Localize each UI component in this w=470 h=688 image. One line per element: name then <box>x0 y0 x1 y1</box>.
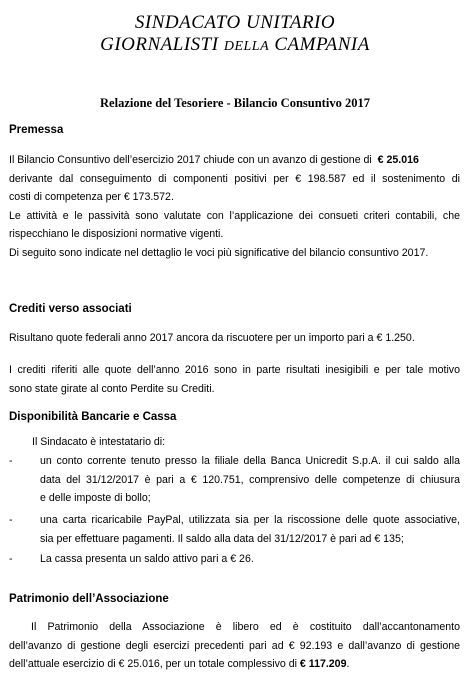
org-name-part-a: GIORNALISTI <box>100 34 224 55</box>
org-name-line1: SINDACATO UNITARIO <box>134 12 336 33</box>
item1-line-3: e delle imposte di bollo; <box>40 492 151 505</box>
premessa-line-3: costi di competenza per € 173.572. <box>9 191 174 204</box>
document-title: Relazione del Tesoriere - Bilancio Consuntivo 2017 <box>100 96 370 110</box>
list-dash: - <box>9 553 13 565</box>
crediti-line-3: sono state girate al conto Perdite su Crediti. <box>9 382 215 395</box>
patrimonio-line-2: dell’avanzo di gestione degli esercizi precedenti pari ad € 92.193 e dall’avanzo di gestione <box>9 639 460 652</box>
premessa-line-6: Di seguito sono indicate nel dettaglio le voci più significative del bilancio consuntivo 2017. <box>9 246 429 259</box>
disponibilita-intro <box>32 433 452 452</box>
crediti-line-1: Risultano quote federali anno 2017 ancora da riscuotere per un importo pari a € 1.250. <box>9 332 415 344</box>
heading-premessa: Premessa <box>9 124 64 136</box>
list-item-text <box>40 511 460 548</box>
heading-disponibilita: Disponibilità Bancarie e Cassa <box>9 411 177 423</box>
premessa-line-1-text: Il Bilancio Consuntivo dell’esercizio 2017 chiude con un avanzo di gestione di <box>9 154 372 166</box>
disponibilita-intro-text: Il Sindacato è intestatario di: <box>32 436 166 448</box>
item1-line-1: un conto corrente tenuto presso la filiale della Banca Unicredit S.p.A. il cui saldo alla <box>40 455 460 467</box>
patrimonio-line-1: Il Patrimonio della Associazione è libero ed è costituito dall’accantonamento <box>31 621 460 633</box>
premessa-line-2: derivante dal conseguimento di componenti positivi per € 198.587 ed il sostenimento di <box>9 172 460 185</box>
org-name-part-b: DELLA <box>223 39 270 54</box>
org-name-line2 <box>0 34 470 58</box>
crediti-paragraph-2 <box>9 361 460 398</box>
premessa-line-5: rispecchiano le disposizioni normative vigenti. <box>9 228 224 241</box>
crediti-paragraph-1 <box>9 329 460 348</box>
premessa-line-1 <box>9 151 460 170</box>
list-item-text <box>40 550 460 569</box>
heading-crediti: Crediti verso associati <box>9 303 132 315</box>
patrimonio-line-3-period: . <box>346 658 350 671</box>
patrimonio-line-3-text: dell’attuale esercizio di € 25.016, per un totale complessivo di <box>9 658 297 671</box>
list-dash: - <box>9 455 13 467</box>
crediti-line-2: I crediti riferiti alle quote dell’anno 2016 sono in parte risultati inesigibili e per tale motivo <box>9 364 460 376</box>
heading-patrimonio: Patrimonio dell’Associazione <box>9 593 169 605</box>
item2-line-1: una carta ricaricabile PayPal, utilizzata sia per la riscossione delle quote associative, <box>40 514 460 526</box>
patrimonio-paragraph <box>9 618 460 674</box>
list-item-text <box>40 452 460 508</box>
list-dash: - <box>9 514 13 526</box>
premessa-line-4: Le attività e le passività sono valutate con l’applicazione dei consueti criteri contabili, che <box>9 209 460 222</box>
premessa-paragraph <box>9 151 460 263</box>
item2-line-2: sia per effettuare pagamenti. Il saldo alla data del 31/12/2017 è pari ad € 135; <box>40 532 404 545</box>
org-name-part-c: CAMPANIA <box>269 34 370 55</box>
item3-line-1: La cassa presenta un saldo attivo pari a € 26. <box>40 553 254 565</box>
item1-line-2: data del 31/12/2017 è pari a € 120.751, comprensivo delle competenze di chiusura <box>40 473 460 486</box>
patrimonio-total-amount: € 117.209 <box>299 658 347 671</box>
patrimonio-line-3 <box>9 655 460 674</box>
avanzo-amount: € 25.016 <box>377 154 419 166</box>
